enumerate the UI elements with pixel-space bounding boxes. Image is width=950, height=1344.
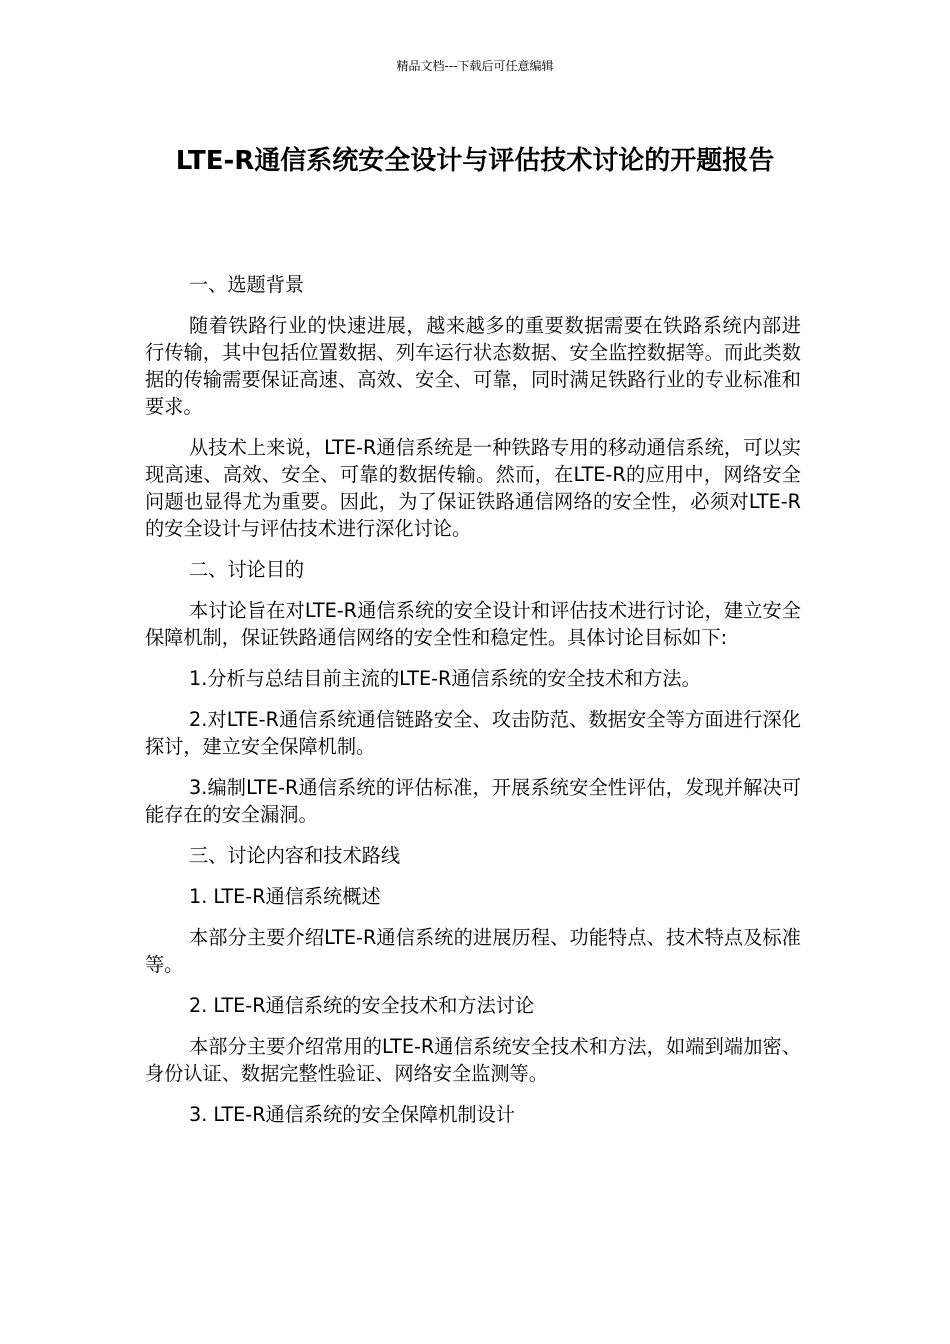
paragraph: 随着铁路行业的快速进展，越来越多的重要数据需要在铁路系统内部进行传输，其中包括位置数据、列车运行状态数据、安全监控数据等。而此类数据的传输需要保证高速、高效、安全、可靠，同时满足铁路行业的专业标准和要求。 [145,314,801,418]
paragraph: 本部分主要介绍常用的LTE-R通信系统安全技术和方法，如端到端加密、身份认证、数据完整性验证、网络安全监测等。 [145,1035,801,1085]
subsection-heading: 2. LTE-R通信系统的安全技术和方法讨论 [189,994,535,1017]
list-item: 1.分析与总结目前主流的LTE-R通信系统的安全技术和方法。 [189,667,701,690]
subsection-heading: 1. LTE-R通信系统概述 [189,885,381,908]
section-heading-background: 一、选题背景 [189,273,305,296]
paragraph: 从技术上来说，LTE-R通信系统是一种铁路专用的移动通信系统，可以实现高速、高效、安全、可靠的数据传输。然而，在LTE-R的应用中，网络安全问题也显得尤为重要。因此，为了保证铁路通信网络的安全性，必须对LTE-R的安全设计与评估技术进行深化讨论。 [145,436,801,540]
paragraph: 本部分主要介绍LTE-R通信系统的进展历程、功能特点、技术特点及标准等。 [145,926,801,976]
section-heading-content: 三、讨论内容和技术路线 [189,844,401,867]
list-item: 3.编制LTE-R通信系统的评估标准，开展系统安全性评估，发现并解决可能存在的安全漏洞。 [145,776,801,826]
subsection-heading: 3. LTE-R通信系统的安全保障机制设计 [189,1103,515,1126]
section-heading-purpose: 二、讨论目的 [189,558,305,581]
list-item: 2.对LTE-R通信系统通信链路安全、攻击防范、数据安全等方面进行深化探讨，建立安全保障机制。 [145,708,801,758]
document-body [145,271,801,1142]
paragraph: 本讨论旨在对LTE-R通信系统的安全设计和评估技术进行讨论，建立安全保障机制，保证铁路通信网络的安全性和稳定性。具体讨论目标如下: [145,599,801,649]
document-title: LTE-R通信系统安全设计与评估技术讨论的开题报告 [175,146,775,176]
page-header: 精品文档---下载后可任意编辑 [396,59,554,73]
